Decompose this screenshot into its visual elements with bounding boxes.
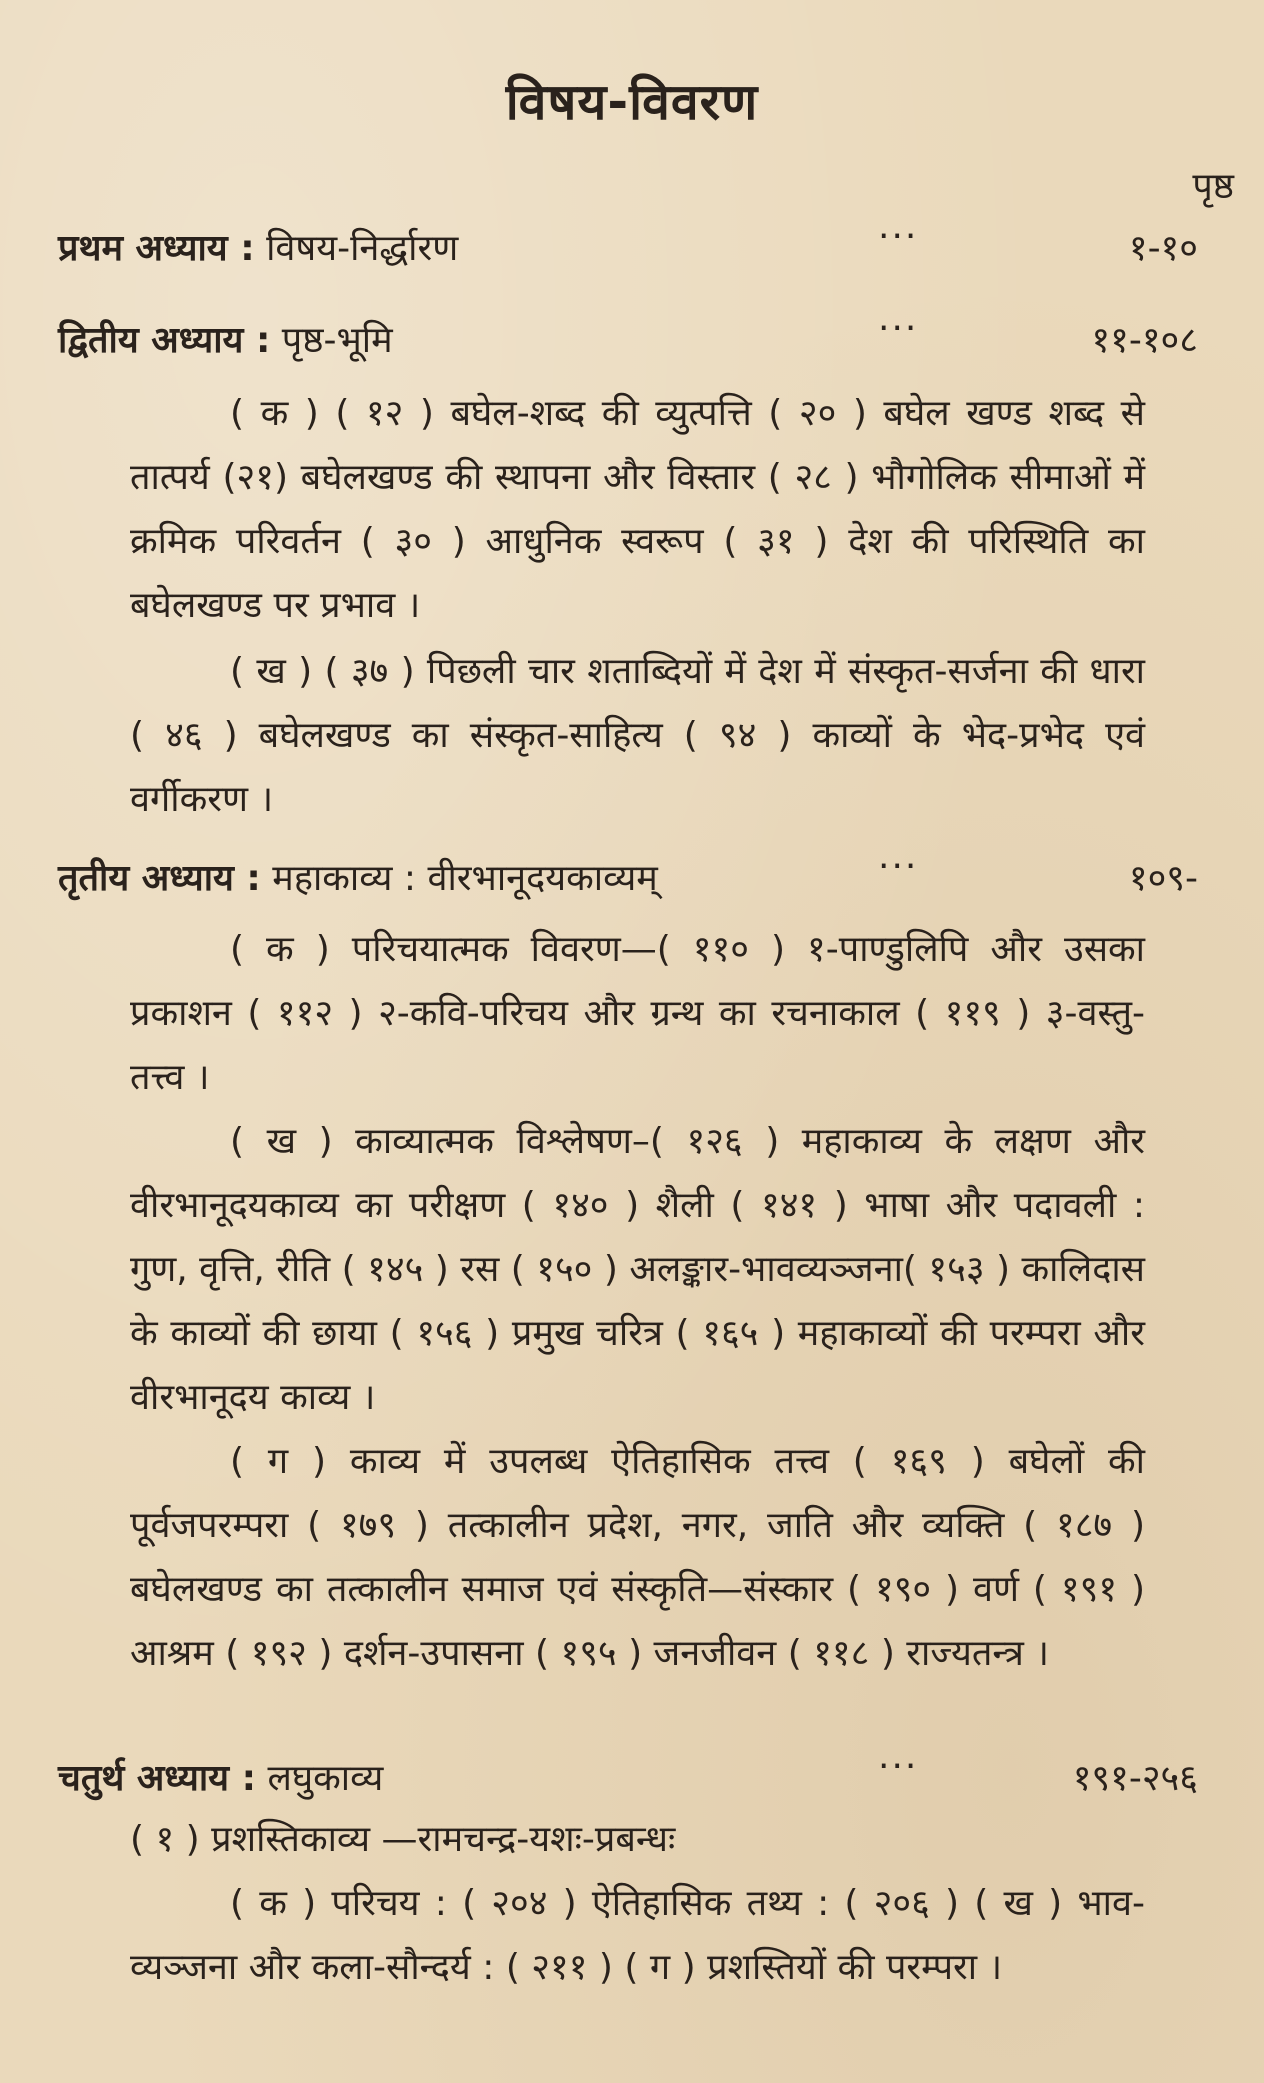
chapter-4-section-1: ( १ ) प्रशस्तिकाव्य —रामचन्द्र-यशः-प्रबन्धः	[130, 1819, 676, 1860]
page-column-label: पृष्ठ	[1192, 166, 1234, 207]
chapter-3-section-kha: ( ख ) काव्यात्मक विश्लेषण–( १२६ ) महाकाव्य के लक्षण और वीरभानूदयकाव्य का परीक्षण ( १४० ) शैली ( १४१ ) भाषा और पदावली : गुण, वृत्ति, रीति ( १४५ ) रस ( १५० ) अलङ्कार-भावव्यञ्जना( १५३ ) कालिदास के काव्यों की छाया ( १५६ ) प्रमुख चरित्र ( १६५ ) महाकाव्यों की परम्परा और वीरभानूदय काव्य ।	[130, 1121, 1145, 1418]
chapter-2-section-ka: ( क ) ( १२ ) बघेल-शब्द की व्युत्पत्ति ( २० ) बघेल खण्ड शब्द से तात्पर्य (२१) बघेलखण्ड की स्थापना और विस्तार ( २८ ) भौगोलिक सीमाओं में क्रमिक परिवर्तन ( ३० ) आधुनिक स्वरूप ( ३१ ) देश की परिस्थिति का बघेलखण्ड पर प्रभाव ।	[130, 393, 1145, 626]
chapter-2-leader-dots: ···	[878, 308, 919, 349]
chapter-4-leader-dots: ···	[878, 1746, 919, 1787]
chapter-2-row	[58, 308, 1198, 362]
chapter-1-leader-dots: ···	[878, 216, 919, 257]
chapter-3-section-ga: ( ग ) काव्य में उपलब्ध ऐतिहासिक तत्त्व ( १६९ ) बघेलों की पूर्वजपरम्परा ( १७९ ) तत्कालीन प्रदेश, नगर, जाति और व्यक्ति ( १८७ ) बघेलखण्ड का तत्कालीन समाज एवं संस्कृति—संस्कार ( १९० ) वर्ण ( १९१ ) आश्रम ( १९२ ) दर्शन-उपासना ( १९५ ) जनजीवन ( ११८ ) राज्यतन्त्र ।	[130, 1441, 1145, 1674]
chapter-2-page-range: ११-१०८	[1091, 320, 1198, 361]
chapter-2-label	[58, 314, 393, 363]
chapter-3-row	[58, 846, 1198, 900]
chapter-3-section-ka: ( क ) परिचयात्मक विवरण—( ११० ) १-पाण्डुलिपि और उसका प्रकाशन ( ११२ ) २-कवि-परिचय और ग्रन्थ का रचनाकाल ( ११९ ) ३-वस्तु-तत्त्व ।	[130, 929, 1145, 1098]
chapter-1-subject: विषय-निर्द्धारण	[266, 228, 459, 269]
chapter-4-subject: लघुकाव्य	[267, 1758, 384, 1799]
chapter-3-heading: तृतीय अध्याय :	[58, 858, 261, 899]
chapter-1-heading: प्रथम अध्याय :	[58, 228, 255, 269]
chapter-2-section-kha: ( ख ) ( ३७ ) पिछली चार शताब्दियों में देश में संस्कृत-सर्जना की धारा ( ४६ ) बघेलखण्ड का संस्कृत-साहित्य ( ९४ ) काव्यों के भेद-प्रभेद एवं वर्गीकरण ।	[130, 651, 1145, 820]
chapter-4-heading: चतुर्थ अध्याय :	[58, 1758, 256, 1799]
chapter-3-page-range: १०९-	[1128, 858, 1198, 899]
chapter-1-row	[58, 216, 1198, 270]
chapter-2-subject: पृष्ठ-भूमि	[281, 320, 393, 361]
chapter-3-label	[58, 852, 658, 901]
page-title: विषय-विवरण	[505, 73, 759, 131]
chapter-1-label	[58, 222, 458, 271]
chapter-4-section-ka: ( क ) परिचय : ( २०४ ) ऐतिहासिक तथ्य : ( २०६ ) ( ख ) भाव-व्यञ्जना और कला-सौन्दर्य : ( २११ ) ( ग ) प्रशस्तियों की परम्परा ।	[130, 1883, 1145, 1988]
chapter-4-label	[58, 1752, 383, 1801]
chapter-4-row	[58, 1746, 1198, 1800]
chapter-3-subject: महाकाव्य : वीरभानूदयकाव्यम्	[272, 858, 658, 899]
chapter-4-page-range: १९१-२५६	[1072, 1758, 1198, 1799]
chapter-3-leader-dots: ···	[878, 846, 919, 887]
chapter-2-heading: द्वितीय अध्याय :	[58, 320, 271, 361]
chapter-1-page-range: १-१०	[1128, 228, 1198, 269]
